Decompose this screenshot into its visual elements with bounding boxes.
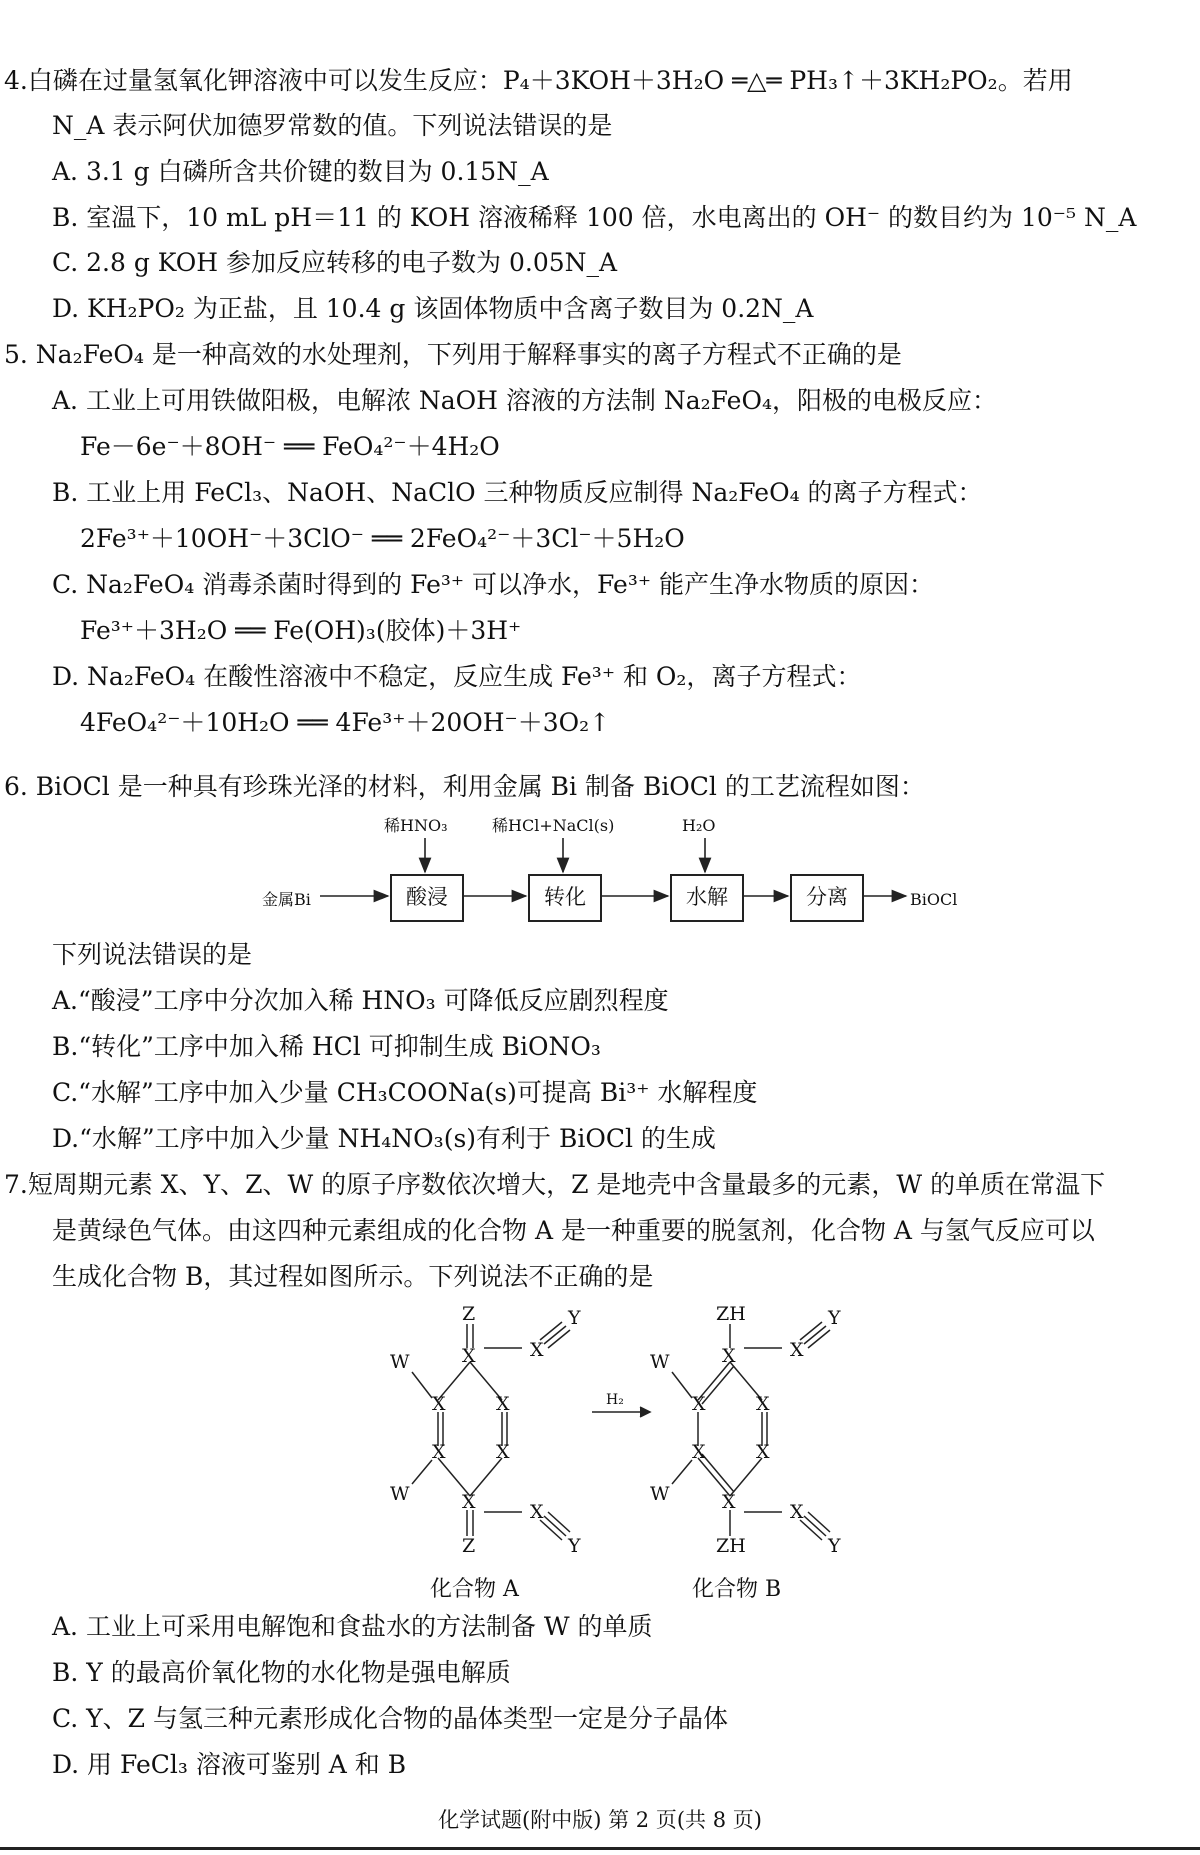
a-atom-z-bottom: Z bbox=[462, 1535, 476, 1557]
q5-option-d: D. Na₂FeO₄ 在酸性溶液中不稳定，反应生成 Fe³⁺ 和 O₂，离子方程式： bbox=[52, 662, 862, 691]
b-atom-zh-top: ZH bbox=[716, 1303, 746, 1325]
a-atom-x-bottom: X bbox=[462, 1491, 476, 1513]
q7-option-d: D. 用 FeCl₃ 溶液可鉴别 A 和 B bbox=[52, 1750, 407, 1779]
b-atom-x-bottom: X bbox=[722, 1491, 736, 1513]
a-atom-y-top: Y bbox=[568, 1307, 581, 1329]
b-atom-w-top: W bbox=[650, 1351, 670, 1373]
q7-option-b: B. Y 的最高价氧化物的水化物是强电解质 bbox=[52, 1658, 511, 1687]
compound-a-label: 化合物 A bbox=[430, 1577, 519, 1602]
a-atom-x-top: X bbox=[462, 1345, 476, 1367]
bottom-divider bbox=[0, 1847, 1200, 1850]
a-atom-x-lower-right: X bbox=[496, 1441, 510, 1463]
q6-option-b: B.“转化”工序中加入稀 HCl 可抑制生成 BiONO₃ bbox=[52, 1032, 601, 1061]
b-atom-x-lower-right: X bbox=[756, 1441, 770, 1463]
q5-option-a-equation: Fe－6e⁻＋8OH⁻ ══ FeO₄²⁻＋4H₂O bbox=[80, 432, 500, 461]
b-atom-zh-bottom: ZH bbox=[716, 1535, 746, 1557]
a-atom-x-right-top: X bbox=[530, 1339, 544, 1361]
page-footer: 化学试题(附中版) 第 2 页(共 8 页) bbox=[438, 1808, 762, 1832]
flow-start-label: 金属Bi bbox=[262, 890, 311, 909]
a-atom-w-bottom: W bbox=[390, 1483, 410, 1505]
q7-stem-line3: 生成化合物 B，其过程如图所示。下列说法不正确的是 bbox=[52, 1262, 654, 1291]
flow-step-separation: 分离 bbox=[790, 874, 864, 922]
q7-stem-line2: 是黄绿色气体。由这四种元素组成的化合物 A 是一种重要的脱氢剂，化合物 A 与氢气反应可以 bbox=[52, 1216, 1095, 1245]
q4-option-a: A. 3.1 g 白磷所含共价键的数目为 0.15N_A bbox=[52, 157, 549, 186]
q5-option-c-equation: Fe³⁺＋3H₂O ══ Fe(OH)₃(胶体)＋3H⁺ bbox=[80, 616, 522, 645]
q7-structure-diagram bbox=[0, 1300, 1200, 1630]
a-atom-x-upper-right: X bbox=[496, 1393, 510, 1415]
flow-reagent-1: 稀HNO₃ bbox=[384, 816, 448, 835]
q6-question-prompt: 下列说法错误的是 bbox=[52, 940, 253, 969]
a-atom-w-top: W bbox=[390, 1351, 410, 1373]
compound-b-label: 化合物 B bbox=[692, 1577, 782, 1602]
a-atom-z-top: Z bbox=[462, 1303, 476, 1325]
q4-stem-line1: 4.白磷在过量氢氧化钾溶液中可以发生反应：P₄＋3KOH＋3H₂O ═△═ PH₃↑＋3KH₂PO₂。若用 bbox=[4, 66, 1073, 95]
flow-reagent-3: H₂O bbox=[682, 816, 716, 835]
q7-option-c: C. Y、Z 与氢三种元素形成化合物的晶体类型一定是分子晶体 bbox=[52, 1704, 728, 1733]
q5-option-c: C. Na₂FeO₄ 消毒杀菌时得到的 Fe³⁺ 可以净水，Fe³⁺ 能产生净水物质的原因： bbox=[52, 570, 934, 599]
flow-step-acid-leach: 酸浸 bbox=[390, 874, 464, 922]
q7-stem-line1: 7.短周期元素 X、Y、Z、W 的原子序数依次增大，Z 是地壳中含量最多的元素，W 的单质在常温下 bbox=[4, 1170, 1106, 1199]
q5-stem: 5. Na₂FeO₄ 是一种高效的水处理剂，下列用于解释事实的离子方程式不正确的是 bbox=[4, 340, 902, 369]
q5-option-b-equation: 2Fe³⁺＋10OH⁻＋3ClO⁻ ══ 2FeO₄²⁻＋3Cl⁻＋5H₂O bbox=[80, 524, 685, 553]
b-atom-y-bottom: Y bbox=[828, 1535, 841, 1557]
b-atom-x-lower-left: X bbox=[692, 1441, 706, 1463]
q4-stem-line2: N_A 表示阿伏加德罗常数的值。下列说法错误的是 bbox=[52, 111, 613, 140]
q5-option-a: A. 工业上可用铁做阳极，电解浓 NaOH 溶液的方法制 Na₂FeO₄，阳极的电极反应： bbox=[52, 386, 997, 415]
flow-reagent-2: 稀HCl+NaCl(s) bbox=[492, 816, 615, 835]
b-atom-x-upper-left: X bbox=[692, 1393, 706, 1415]
q6-option-c: C.“水解”工序中加入少量 CH₃COONa(s)可提高 Bi³⁺ 水解程度 bbox=[52, 1078, 758, 1107]
flow-step-hydrolysis: 水解 bbox=[670, 874, 744, 922]
flow-step-conversion: 转化 bbox=[528, 874, 602, 922]
q7-option-a: A. 工业上可采用电解饱和食盐水的方法制备 W 的单质 bbox=[52, 1612, 653, 1641]
q4-option-b: B. 室温下，10 mL pH＝11 的 KOH 溶液稀释 100 倍，水电离出的 OH⁻ 的数目约为 10⁻⁵ N_A bbox=[52, 203, 1137, 232]
q4-option-c: C. 2.8 g KOH 参加反应转移的电子数为 0.05N_A bbox=[52, 248, 618, 277]
b-atom-x-top: X bbox=[722, 1345, 736, 1367]
q6-option-d: D.“水解”工序中加入少量 NH₄NO₃(s)有利于 BiOCl 的生成 bbox=[52, 1124, 716, 1153]
b-atom-y-top: Y bbox=[828, 1307, 841, 1329]
q5-option-b: B. 工业上用 FeCl₃、NaOH、NaClO 三种物质反应制得 Na₂FeO₄ 的离子方程式： bbox=[52, 478, 983, 507]
b-atom-x-right-top: X bbox=[790, 1339, 804, 1361]
q6-stem: 6. BiOCl 是一种具有珍珠光泽的材料，利用金属 Bi 制备 BiOCl 的工艺流程如图： bbox=[4, 772, 925, 801]
q5-option-d-equation: 4FeO₄²⁻＋10H₂O ══ 4Fe³⁺＋20OH⁻＋3O₂↑ bbox=[80, 708, 611, 737]
b-atom-x-upper-right: X bbox=[756, 1393, 770, 1415]
a-atom-y-bottom: Y bbox=[568, 1535, 581, 1557]
a-atom-x-upper-left: X bbox=[432, 1393, 446, 1415]
reaction-arrow-label: H₂ bbox=[606, 1392, 624, 1408]
b-atom-w-bottom: W bbox=[650, 1483, 670, 1505]
a-atom-x-right-bottom: X bbox=[530, 1501, 544, 1523]
flow-end-label: BiOCl bbox=[910, 890, 958, 909]
b-atom-x-right-bottom: X bbox=[790, 1501, 804, 1523]
q4-option-d: D. KH₂PO₂ 为正盐，且 10.4 g 该固体物质中含离子数目为 0.2N_A bbox=[52, 294, 814, 323]
q6-option-a: A.“酸浸”工序中分次加入稀 HNO₃ 可降低反应剧烈程度 bbox=[52, 986, 669, 1015]
a-atom-x-lower-left: X bbox=[432, 1441, 446, 1463]
